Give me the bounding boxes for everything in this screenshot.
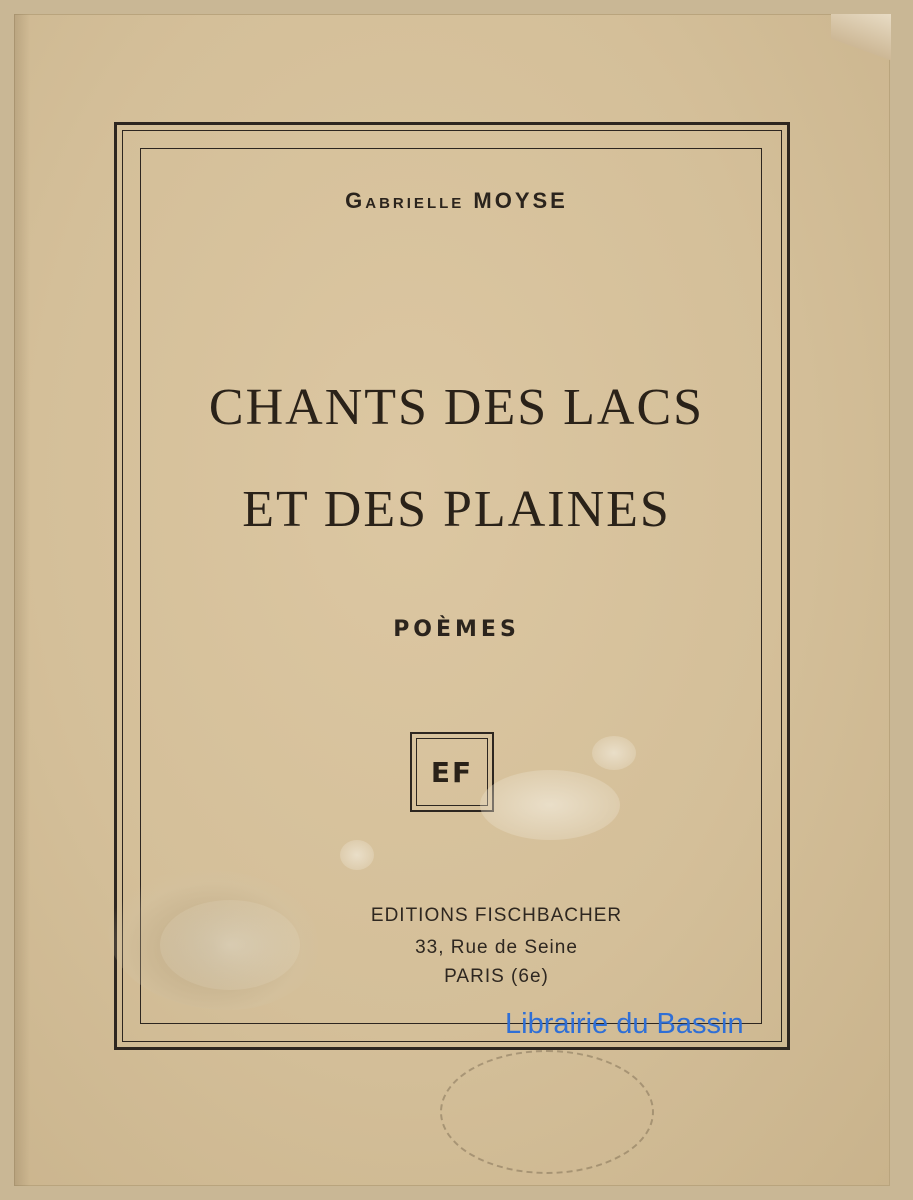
book-title-line-1: CHANTS DES LACS [208,379,705,436]
publisher-address: 33, Rue de Seine [415,937,578,958]
faded-stamp [440,1050,654,1174]
water-stain-small [592,736,636,770]
publisher-name: EDITIONS FISCHBACHER [370,905,623,926]
bookshop-watermark: Librairie du Bassin [505,1008,744,1040]
torn-corner [831,14,891,69]
book-subtitle: POÈMES [393,617,520,642]
water-stain-spot [340,840,374,870]
author-name: Gabrielle MOYSE [345,188,568,213]
publisher-city: PARIS (6e) [444,966,549,987]
water-stain [480,770,620,840]
book-title-line-2: ET DES PLAINES [242,481,671,538]
publisher-logo: EF [430,756,474,789]
